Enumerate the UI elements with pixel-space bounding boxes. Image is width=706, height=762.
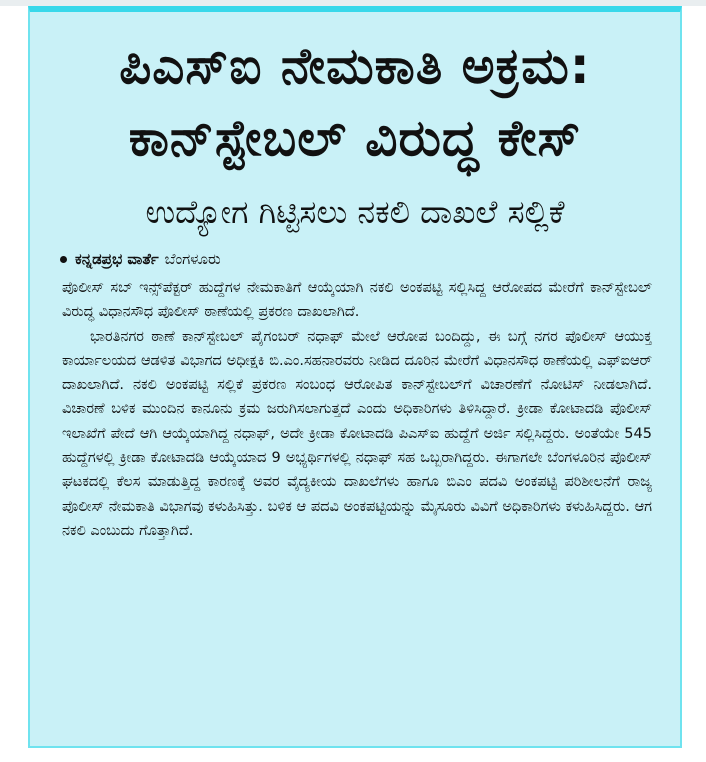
article-paragraph-2: ಭಾರತಿನಗರ ಠಾಣೆ ಕಾನ್‌ಸ್ಟೇಬಲ್ ಪೈಗಂಬರ್ ನಧಾಫ್ ಮೇಲೆ ಆರೋಪ ಬಂದಿದ್ದು, ಈ ಬಗ್ಗೆ ನಗರ ಪೊಲೀಸ್ ಆಯುಕ್ತ ಕಾರ್ಯಾಲಯದ ಆಡಳಿತ ವಿಭಾಗದ ಅಧೀಕ್ಷಕಿ ಬಿ.ಎಂ.ಸಹನಾರವರು ನೀಡಿದ ದೂರಿನ ಮೇರೆಗೆ ವಿಧಾನಸೌಧ ಠಾಣೆಯಲ್ಲಿ ಎಫ್‌ಐಆರ್ ದಾಖಲಾಗಿದೆ. ನಕಲಿ ಅಂಕಪಟ್ಟಿ ಸಲ್ಲಿಕೆ ಪ್ರಕರಣ ಸಂಬಂಧ ಆರೋಪಿತ ಕಾನ್‌ಸ್ಟೇಬಲ್‌ಗೆ ವಿಚಾರಣೆಗೆ ನೋಟಿಸ್ ನೀಡಲಾಗಿದೆ. ವಿಚಾರಣೆ ಬಳಿಕ ಮುಂದಿನ ಕಾನೂನು ಕ್ರಮ ಜರುಗಿಸಲಾಗುತ್ತದೆ ಎಂದು ಅಧಿಕಾರಿಗಳು ತಿಳಿಸಿದ್ದಾರೆ. ಕ್ರೀಡಾ ಕೋಟಾದಡಿ ಪೊಲೀಸ್ ಇಲಾಖೆಗೆ ಪೇದೆ ಆಗಿ ಆಯ್ಕೆಯಾಗಿದ್ದ ನಧಾಫ್, ಅದೇ ಕ್ರೀಡಾ ಕೋಟಾದಡಿ ಪಿಎಸ್‌ಐ ಹುದ್ದೆಗೆ ಅರ್ಜಿ ಸಲ್ಲಿಸಿದ್ದರು. ಅಂತೆಯೇ 545 ಹುದ್ದೆಗಳಲ್ಲಿ ಕ್ರೀಡಾ ಕೋಟಾದಡಿ ಆಯ್ಕೆಯಾದ 9 ಅಭ್ಯರ್ಥಿಗಳಲ್ಲಿ ನಧಾಫ್ ಸಹ ಒಬ್ಬರಾಗಿದ್ದರು. ಈಗಾಗಲೇ ಬೆಂಗಳೂರಿನ ಪೊಲೀಸ್ ಘಟಕದಲ್ಲಿ ಕೆಲಸ ಮಾಡುತ್ತಿದ್ದ ಕಾರಣಕ್ಕೆ ಅವರ ವೈದ್ಯಕೀಯ ದಾಖಲೆಗಳು ಹಾಗೂ ಬಿಎಂ ಪದವಿ ಅಂಕಪಟ್ಟಿ ಪರಿಶೀಲನೆಗೆ ರಾಜ್ಯ ಪೊಲೀಸ್ ನೇಮಕಾತಿ ವಿಭಾಗವು ಕಳುಹಿಸಿತ್ತು. ಬಳಿಕ ಆ ಪದವಿ ಅಂಕಪಟ್ಟಿಯನ್ನು ಮೈಸೂರು ವಿವಿಗೆ ಅಧಿಕಾರಿಗಳು ಕಳುಹಿಸಿದ್ದರು. ಆಗ ನಕಲಿ ಎಂಬುದು ಗೊತ್ತಾಗಿದೆ. bbox=[62, 328, 652, 539]
byline-source: ಕನ್ನಡಪ್ರಭ ವಾರ್ತೆ bbox=[75, 250, 159, 268]
news-clipping bbox=[28, 6, 682, 748]
article-paragraph-1: ಪೊಲೀಸ್ ಸಬ್ ಇನ್ಸ್‌ಪೆಕ್ಟರ್ ಹುದ್ದೆಗಳ ನೇಮಕಾತಿಗೆ ಆಯ್ಕೆಯಾಗಿ ನಕಲಿ ಅಂಕಪಟ್ಟಿ ಸಲ್ಲಿಸಿದ್ದ ಆರೋಪದ ಮೇರೆಗೆ ಕಾನ್‌ಸ್ಟೇಬಲ್ ವಿರುದ್ಧ ವಿಧಾನಸೌಧ ಪೊಲೀಸ್ ಠಾಣೆಯಲ್ಲಿ ಪ್ರಕರಣ ದಾಖಲಾಗಿದೆ. bbox=[62, 280, 652, 321]
subheadline: ಉದ್ಯೋಗ ಗಿಟ್ಟಿಸಲು ನಕಲಿ ದಾಖಲೆ ಸಲ್ಲಿಕೆ bbox=[145, 193, 565, 231]
bullet-icon bbox=[60, 256, 67, 263]
article-body bbox=[62, 276, 652, 543]
headline-line-2: ಕಾನ್‌ಸ್ಟೇಬಲ್ ವಿರುದ್ಧ ಕೇಸ್ bbox=[128, 109, 582, 167]
byline-city: ಬೆಂಗಳೂರು bbox=[164, 250, 221, 268]
headline-line-1: ಪಿಎಸ್‌ಐ ನೇಮಕಾತಿ ಅಕ್ರಮ: bbox=[119, 37, 591, 95]
byline bbox=[60, 248, 221, 270]
